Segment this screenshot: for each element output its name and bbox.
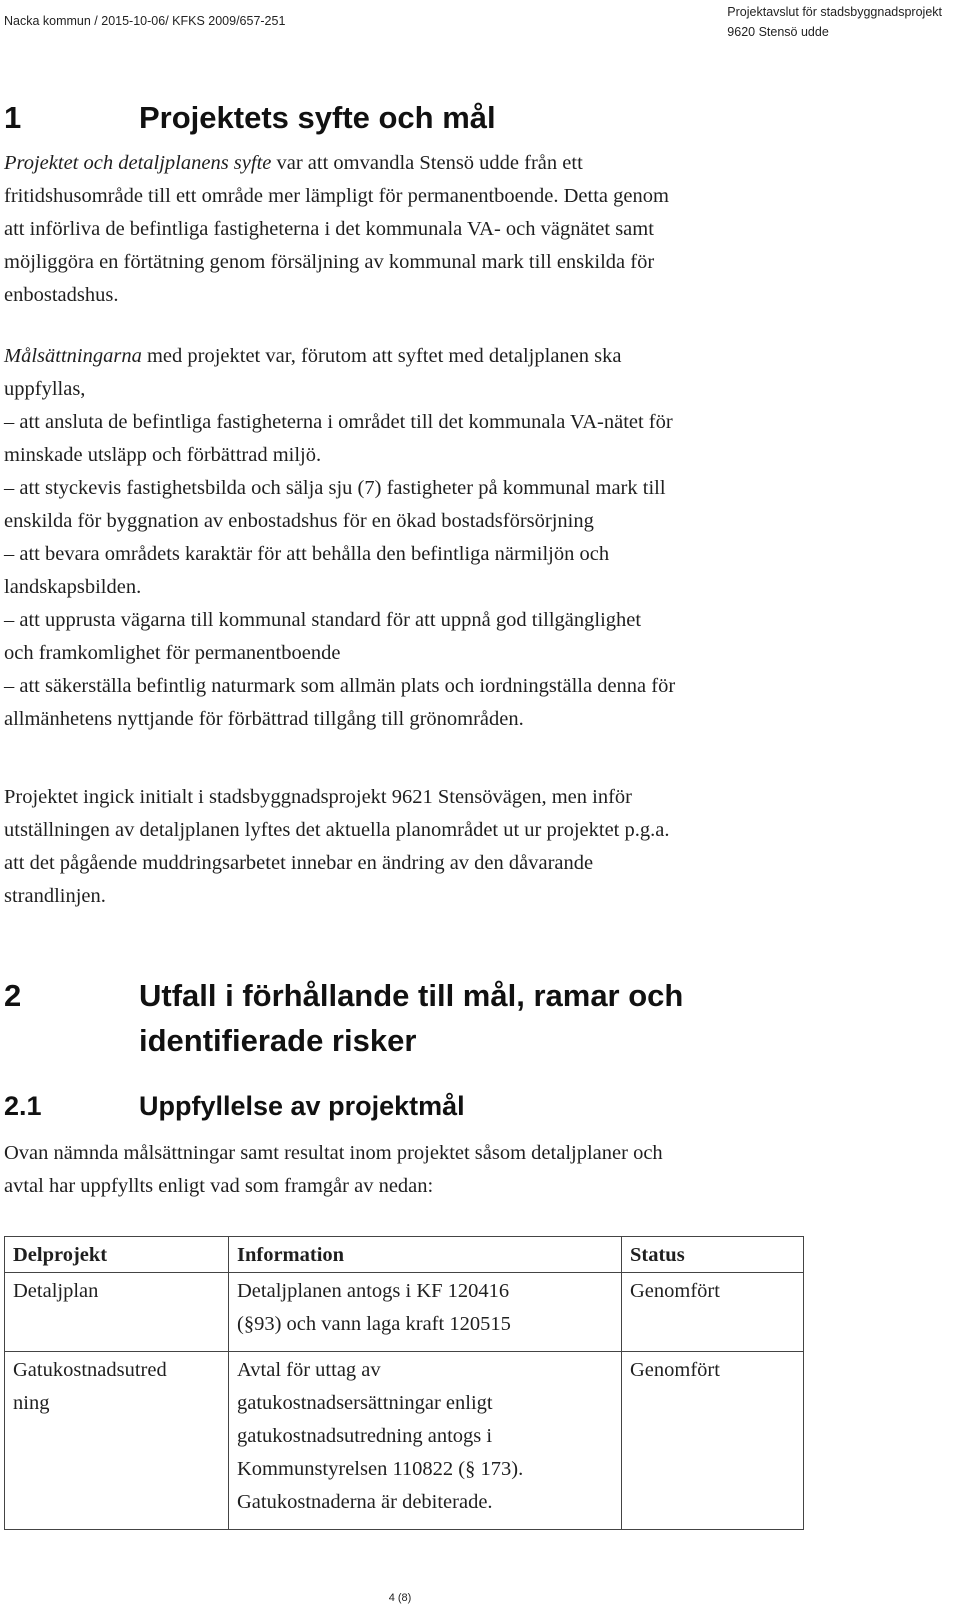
cell-line: gatukostnadsutredning antogs i [237, 1425, 493, 1447]
paragraph-line: avtal har uppfyllts enligt vad som framgår av nedan: [4, 1175, 434, 1197]
cell-line: Detaljplanen antogs i KF 120416 [237, 1280, 510, 1302]
goal-item-line: landskapsbilden. [4, 576, 142, 598]
paragraph-line: att införliva de befintliga fastigheterna i det kommunala VA- och vägnätet samt [4, 218, 654, 240]
section-2-title-line1: Utfall i förhållande till mål, ramar och [139, 978, 684, 1013]
cell-line: (§93) och vann laga kraft 120515 [237, 1313, 511, 1335]
goal-item-line: och framkomlighet för permanentboende [4, 642, 341, 664]
goal-item-line: minskade utsläpp och förbättrad miljö. [4, 444, 322, 466]
header-right [727, 2, 942, 42]
paragraph-line: Ovan nämnda målsättningar samt resultat inom projektet såsom detaljplaner och [4, 1142, 663, 1164]
cell-status: Genomfört [622, 1273, 804, 1352]
goal-item-line: – att styckevis fastighetsbilda och sälja sju (7) fastigheter på kommunal mark till [4, 477, 666, 499]
paragraph-line: Projektet ingick initialt i stadsbyggnadsprojekt 9621 Stensövägen, men inför [4, 786, 633, 808]
cell-information [229, 1273, 622, 1352]
column-header-information: Information [229, 1237, 622, 1273]
header-right-line2: 9620 Stensö udde [727, 25, 829, 39]
goal-item-line: allmänhetens nyttjande för förbättrad tillgång till grönområden. [4, 708, 524, 730]
section-2-1-number: 2.1 [4, 1091, 42, 1121]
paragraph-line: utställningen av detaljplanen lyftes det aktuella planområdet ut ur projektet p.g.a. [4, 819, 670, 841]
section-2-1-title: Uppfyllelse av projektmål [139, 1091, 465, 1121]
table-row [5, 1273, 804, 1352]
cell-line: Kommunstyrelsen 110822 (§ 173). [237, 1458, 524, 1480]
paragraph-line: fritidshusområde till ett område mer lämpligt för permanentboende. Detta genom [4, 185, 669, 207]
cell-line: Gatukostnaderna är debiterade. [237, 1491, 493, 1513]
section-2-title-line2: identifierade risker [139, 1023, 417, 1058]
italic-lead: Målsättningarna [4, 345, 142, 367]
line-text: var att omvandla Stensö udde från ett [271, 152, 583, 174]
italic-lead: Projektet och detaljplanens syfte [4, 152, 272, 174]
column-header-delprojekt: Delprojekt [5, 1237, 229, 1273]
cell-line: Avtal för uttag av [237, 1359, 381, 1381]
goal-item-line: – att upprusta vägarna till kommunal standard för att uppnå god tillgänglighet [4, 609, 642, 631]
page-number: 4 (8) [388, 1592, 412, 1604]
column-header-status: Status [622, 1237, 804, 1273]
section-1-paragraph-background [4, 781, 804, 913]
subproject-table [4, 1236, 804, 1530]
goal-item-line: – att ansluta de befintliga fastigheterna i området till det kommunala VA-nätet för [4, 411, 673, 433]
section-1-number: 1 [4, 100, 22, 135]
cell-line: Gatukostnadsutred [13, 1359, 167, 1381]
goal-item-line: enskilda för byggnation av enbostadshus för en ökad bostadsförsörjning [4, 510, 594, 532]
section-1-paragraph-purpose [4, 147, 804, 312]
section-2-number: 2 [4, 978, 22, 1013]
cell-line: gatukostnadsersättningar enligt [237, 1392, 493, 1414]
goal-item-line: – att bevara områdets karaktär för att behålla den befintliga närmiljön och [4, 543, 610, 565]
paragraph-line: enbostadshus. [4, 284, 119, 306]
section-1-paragraph-goals [4, 340, 804, 736]
cell-status: Genomfört [622, 1352, 804, 1530]
paragraph-line: möjliggöra en förtätning genom försäljning av kommunal mark till enskilda för [4, 251, 655, 273]
goal-item-line: – att säkerställa befintlig naturmark som allmän plats och iordningställa denna för [4, 675, 676, 697]
paragraph-line: strandlinjen. [4, 885, 106, 907]
cell-delprojekt [5, 1352, 229, 1530]
paragraph-line [4, 147, 804, 180]
cell-line: ning [13, 1392, 50, 1414]
line-text: med projektet var, förutom att syftet med detaljplanen ska [141, 345, 622, 367]
cell-delprojekt [5, 1273, 229, 1352]
paragraph-line: att det pågående muddringsarbetet innebar en ändring av den dåvarande [4, 852, 594, 874]
cell-information [229, 1352, 622, 1530]
section-1-title: Projektets syfte och mål [139, 100, 496, 135]
section-2-1-intro [4, 1137, 804, 1203]
table-header-row [5, 1237, 804, 1273]
cell-line: Detaljplan [13, 1280, 99, 1302]
table-row [5, 1352, 804, 1530]
header-right-line1: Projektavslut för stadsbyggnadsprojekt [727, 5, 942, 19]
paragraph-line: uppfyllas, [4, 378, 86, 400]
header-left: Nacka kommun / 2015-10-06/ KFKS 2009/657-251 [4, 14, 286, 28]
paragraph-line [4, 340, 804, 373]
